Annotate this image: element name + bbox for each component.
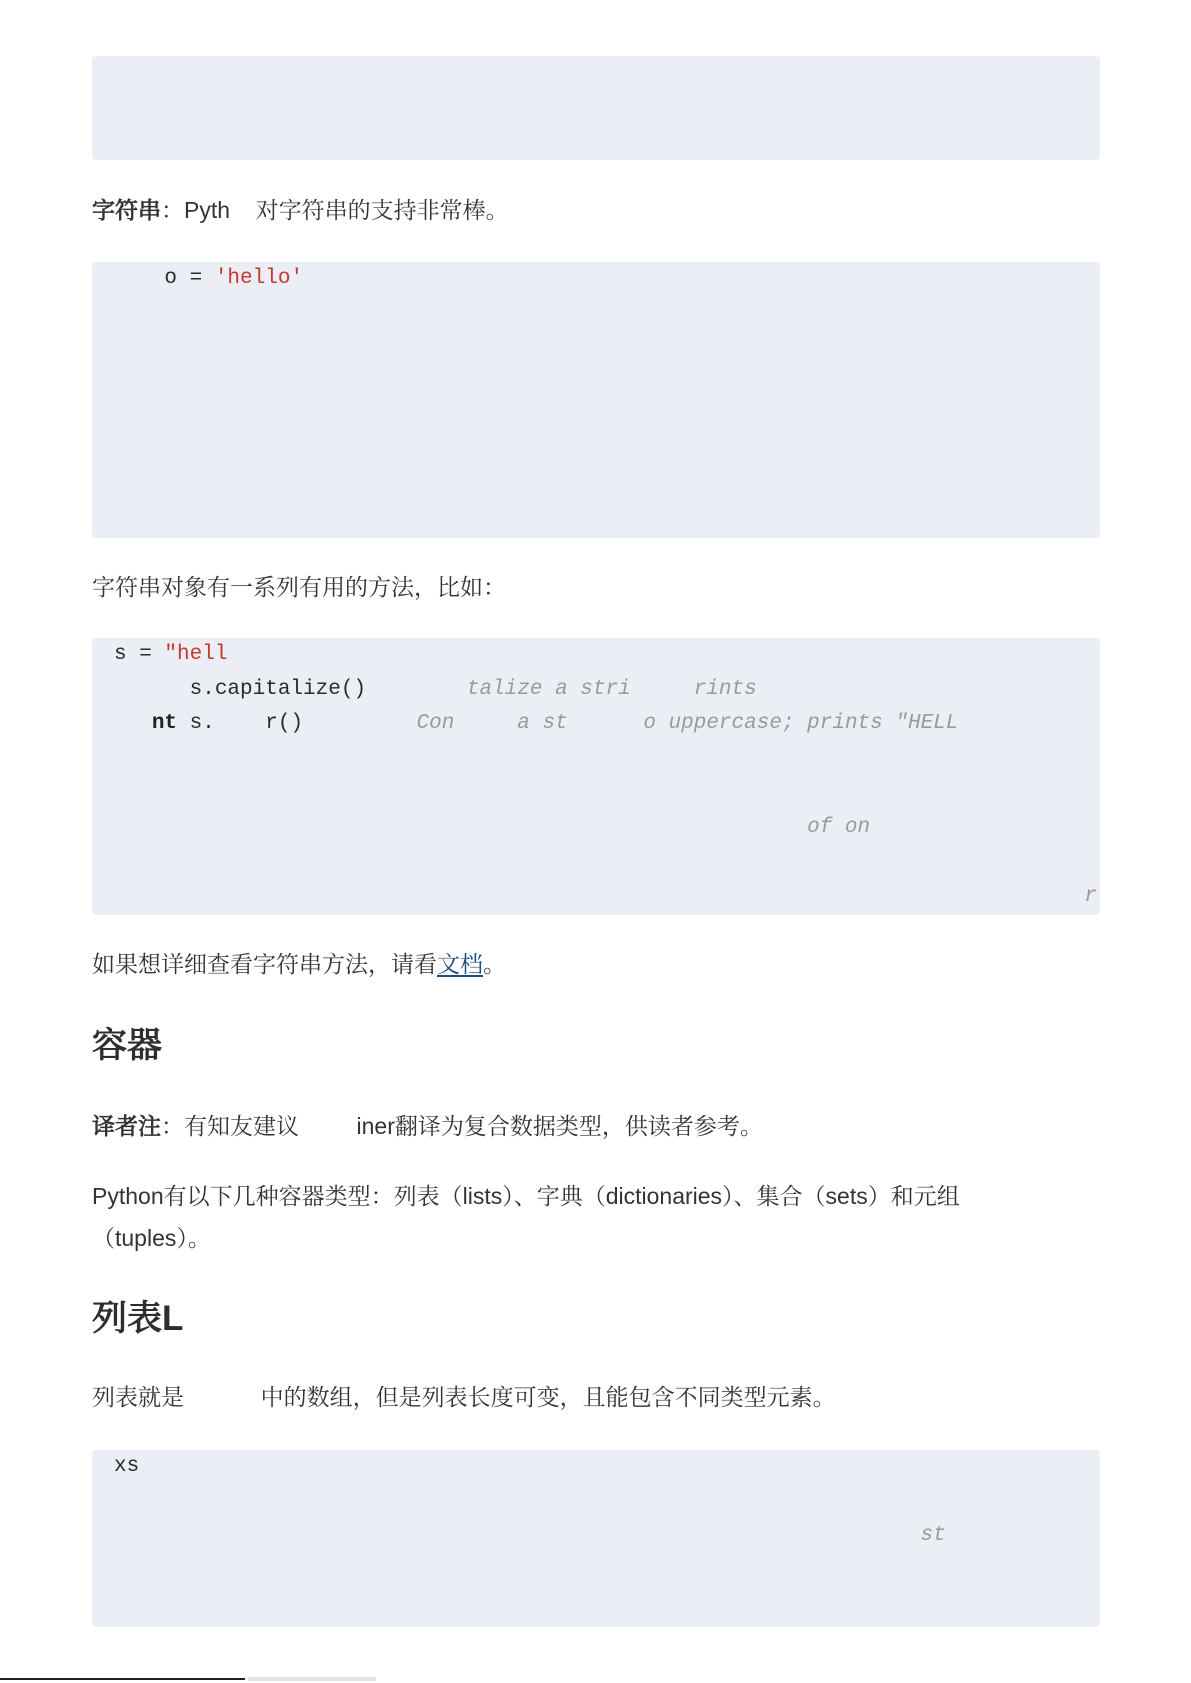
strings-intro-paragraph xyxy=(92,193,1100,227)
string-methods-paragraph: 字符串对象有一系列有用的方法，比如： xyxy=(92,574,506,600)
containers-intro-line: Python有以下几种容器类型：列表（lists）、字典（dictionaries）、集合（sets）和元组 xyxy=(92,1183,960,1209)
footnote-divider xyxy=(0,1678,245,1680)
docs-note-text: 如果想详细查看字符串方法，请看 xyxy=(92,951,437,977)
docs-note-paragraph xyxy=(92,947,1100,981)
code-token-plain: s. r() xyxy=(177,712,417,736)
code-token-keyword: nt xyxy=(151,712,178,736)
lists-heading: 列表L xyxy=(92,1299,184,1338)
code-line xyxy=(114,846,1100,881)
lists-intro-paragraph: 列表就是 中的数组，但是列表长度可变，且能包含不同类型元素。 xyxy=(92,1384,836,1410)
containers-heading: 容器 xyxy=(92,1026,163,1065)
code-line xyxy=(114,1485,1100,1520)
translator-note-text: ：有知友建议 iner翻译为复合数据类型，供读者参考。 xyxy=(161,1113,763,1139)
code-token-comment: r xyxy=(114,885,1097,909)
code-line xyxy=(114,707,1100,742)
strings-term: 字符串 xyxy=(92,197,161,223)
code-token-comment: Con a st o uppercase; prints "HELL xyxy=(416,712,959,736)
code-token-plain xyxy=(114,712,152,735)
code-line xyxy=(114,811,1100,846)
code-block xyxy=(92,262,1100,538)
code-line xyxy=(114,1450,1100,1485)
code-token-comment: talize a stri rints xyxy=(466,677,757,701)
code-token-comment: of on xyxy=(114,815,871,839)
code-line xyxy=(114,742,1100,777)
code-token-plain: s.capitalize() xyxy=(114,677,467,701)
code-line xyxy=(114,776,1100,811)
docs-link[interactable]: 文档 xyxy=(437,951,483,977)
code-line xyxy=(114,1519,1100,1554)
code-block xyxy=(92,1450,1100,1627)
code-line xyxy=(114,880,1100,915)
containers-intro-line: （tuples）。 xyxy=(92,1225,211,1251)
code-line xyxy=(114,673,1100,708)
code-token-plain: o = xyxy=(114,267,215,290)
code-block xyxy=(92,638,1100,915)
code-line xyxy=(114,638,1100,673)
code-block xyxy=(92,56,1100,160)
translator-note-paragraph xyxy=(92,1109,1100,1143)
code-token-comment: st xyxy=(114,1524,946,1548)
containers-intro-paragraph xyxy=(92,1175,1100,1259)
translator-note-label: 译者注 xyxy=(92,1113,161,1139)
code-token-string: 'hello' xyxy=(214,267,304,290)
strings-intro-text: ：Pyth 对字符串的支持非常棒。 xyxy=(161,197,509,223)
code-token-string: "hell xyxy=(164,643,228,666)
footnote-fragment xyxy=(248,1677,376,1681)
code-line xyxy=(114,262,1100,297)
code-token-plain: xs xyxy=(114,1455,140,1478)
code-token-plain: s = xyxy=(114,643,165,666)
docs-note-end: 。 xyxy=(483,951,506,977)
